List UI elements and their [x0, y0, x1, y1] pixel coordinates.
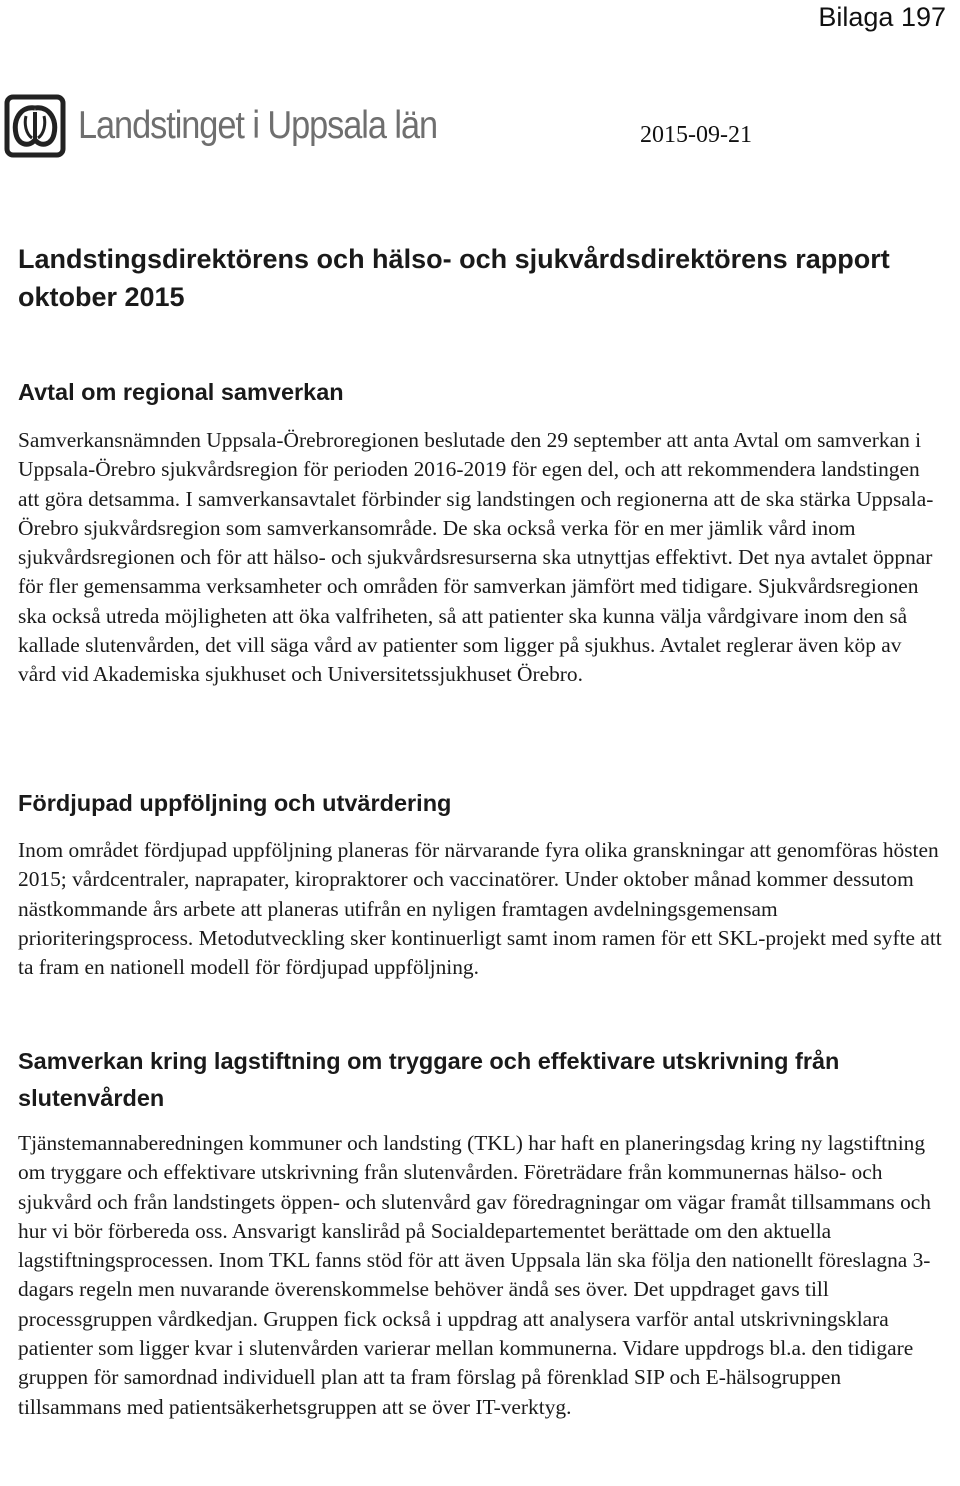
organization-logo — [4, 94, 486, 158]
section-body-fordjupad: Inom området fördjupad uppföljning planeras för närvarande fyra olika granskningar att genomföras hösten 2015; vårdcentraler, naprapater, kiropraktorer och vaccinatörer. Under oktober månad kommer dessutom nästkommande års arbete att planeras utifrån en nyligen framtagen avdelningsgemensam prioriteringsprocess. Metodutveckling sker kontinuerligt samt inom ramen för ett SKL-projekt med syfte att ta fram en nationell modell för fördjupad uppföljning. — [18, 838, 942, 980]
section-heading-samverkan: Samverkan kring lagstiftning om tryggare och effektivare utskrivning från slutenvården — [18, 1048, 840, 1111]
organization-name: Landstinget i Uppsala län — [78, 104, 438, 147]
section-heading-fordjupad: Fördjupad uppföljning och utvärdering — [18, 790, 452, 816]
section-heading-avtal: Avtal om regional samverkan — [18, 379, 344, 405]
attachment-label: Bilaga 197 — [818, 2, 946, 32]
section-body-samverkan: Tjänstemannaberedningen kommuner och landsting (TKL) har haft en planeringsdag kring ny lagstiftning om tryggare och effektivare utskrivning från slutenvården. Företrädare från kommunernas hälso- och sjukvård och från landstingets öppen- och slutenvård gav föredragningar om vägar framåt tillsammans och hur vi bör förbereda oss. Ansvarigt kansliråd på Socialdepartementet berättade om den aktuella lagstiftningsprocessen. Inom TKL fanns stöd för att även Uppsala län ska följa den nationellt föreslagna 3-dagars regeln men nuvarande överenskommelse behöver ändå ses över. Det uppdraget gavs till processgruppen vårdkedjan. Gruppen fick också i uppdrag att analysera varför antal utskrivningsklara patienter som ligger kvar i slutenvården varierar mellan kommunerna. Vidare uppdrogs bl.a. den tidigare gruppen för samordnad individuell plan att ta fram förslag på förenklad SIP och E-hälsogruppen tillsammans med patientsäkerhetsgruppen att se över IT-verktyg. — [18, 1131, 931, 1419]
document-title: Landstingsdirektörens och hälso- och sjukvårdsdirektörens rapport oktober 2015 — [18, 244, 890, 312]
landstinget-emblem-icon — [4, 94, 66, 158]
section-body-avtal: Samverkansnämnden Uppsala-Örebroregionen beslutade den 29 september att anta Avtal om samverkan i Uppsala-Örebro sjukvårdsregion för perioden 2016-2019 för egen del, och att rekommendera landstingen att göra detsamma. I samverkansavtalet förbinder sig landstingen och regionerna att de ska stärka Uppsala-Örebro sjukvårdsregion som samverkansområde. De ska också verka för en mer jämlik vård inom sjukvårdsregionen och för att hälso- och sjukvårdsresurserna ska utnyttjas effektivt. Det nya avtalet öppnar för fler gemensamma verksamheter och områden för samverkan jämfört med tidigare. Sjukvårdsregionen ska också utreda möjligheten att öka valfriheten, så att patienter ska kunna välja vårdgivare inom den så kallade slutenvården, det vill säga vård av patienter som ligger på sjukhus. Avtalet reglerar även köp av vård vid Akademiska sjukhuset och Universitetssjukhuset Örebro. — [18, 428, 934, 687]
document-date: 2015-09-21 — [640, 122, 752, 148]
